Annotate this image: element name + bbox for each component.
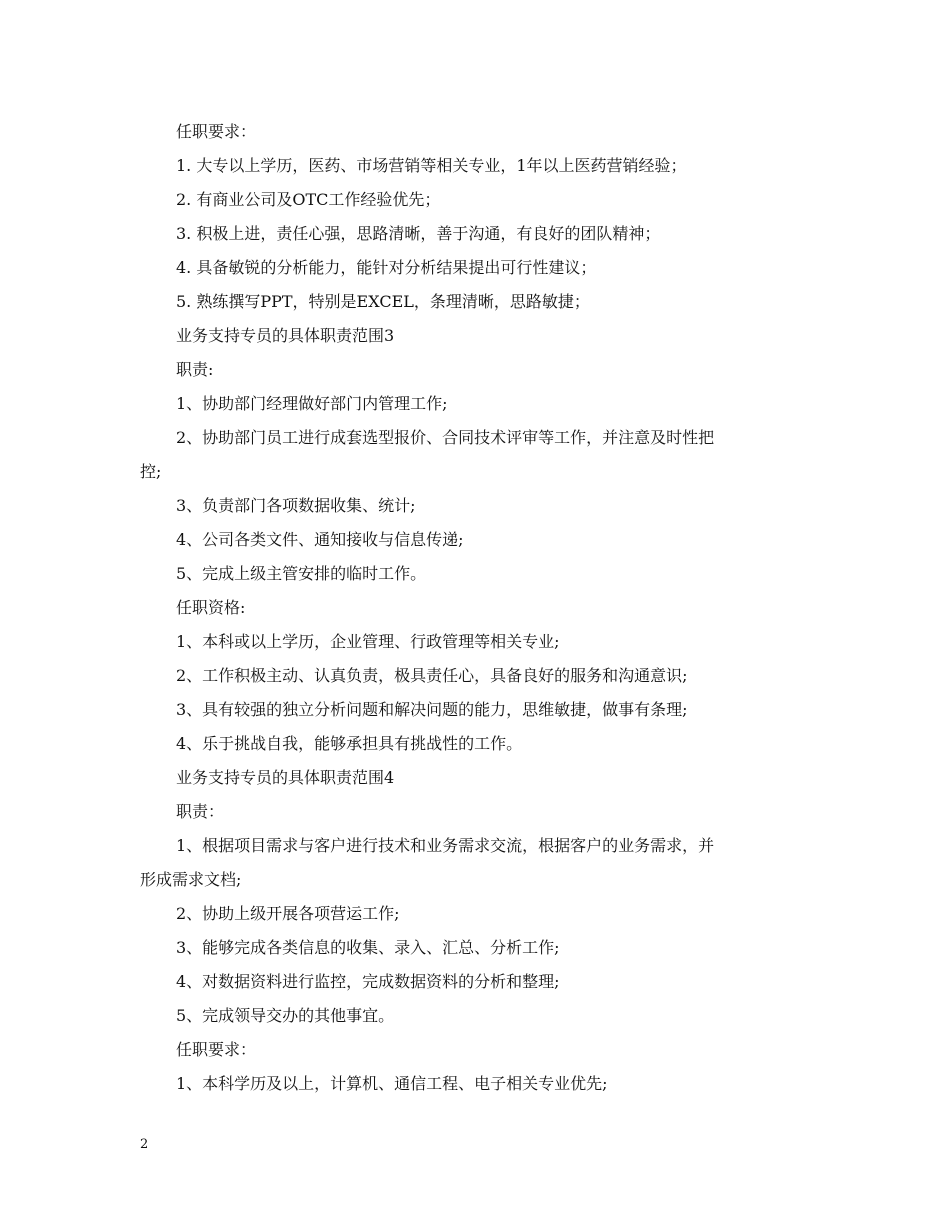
page-number: 2 xyxy=(140,1137,149,1152)
text-line: 任职要求： xyxy=(176,1040,257,1059)
text-line: 1. 大专以上学历，医药、市场营销等相关专业，1年以上医药营销经验； xyxy=(176,156,687,175)
text-line: 2、工作积极主动、认真负责，极具责任心，具备良好的服务和沟通意识; xyxy=(176,666,688,685)
text-line: 2、协助上级开展各项营运工作; xyxy=(176,904,400,923)
text-line: 2、协助部门员工进行成套选型报价、合同技术评审等工作，并注意及时性把 xyxy=(176,428,715,447)
text-line: 1、根据项目需求与客户进行技术和业务需求交流，根据客户的业务需求，并 xyxy=(176,836,715,855)
text-line: 5. 熟练撰写PPT，特别是EXCEL，条理清晰，思路敏捷； xyxy=(176,292,590,311)
text-line: 控; xyxy=(140,462,162,481)
text-line: 4. 具备敏锐的分析能力，能针对分析结果提出可行性建议； xyxy=(176,258,597,277)
text-line: 3、具有较强的独立分析问题和解决问题的能力，思维敏捷，做事有条理; xyxy=(176,700,688,719)
text-line: 3、能够完成各类信息的收集、录入、汇总、分析工作; xyxy=(176,938,560,957)
text-line: 职责: xyxy=(176,360,214,379)
text-line: 3. 积极上进，责任心强，思路清晰，善于沟通，有良好的团队精神； xyxy=(176,224,661,243)
text-line: 4、乐于挑战自我，能够承担具有挑战性的工作。 xyxy=(176,734,523,753)
text-line: 任职资格: xyxy=(176,598,246,617)
text-line: 任职要求： xyxy=(176,122,257,141)
text-line: 4、公司各类文件、通知接收与信息传递; xyxy=(176,530,464,549)
text-line: 形成需求文档; xyxy=(140,870,242,889)
text-line: 1、本科学历及以上，计算机、通信工程、电子相关专业优先; xyxy=(176,1074,608,1093)
text-line: 1、协助部门经理做好部门内管理工作; xyxy=(176,394,448,413)
text-line: 4、对数据资料进行监控，完成数据资料的分析和整理; xyxy=(176,972,560,991)
text-line: 5、完成领导交办的其他事宜。 xyxy=(176,1006,395,1025)
text-line: 3、负责部门各项数据收集、统计; xyxy=(176,496,416,515)
text-line: 业务支持专员的具体职责范围4 xyxy=(176,768,395,787)
document-body xyxy=(140,115,830,1101)
text-line: 5、完成上级主管安排的临时工作。 xyxy=(176,564,427,583)
text-line: 业务支持专员的具体职责范围3 xyxy=(176,326,395,345)
text-line: 1、本科或以上学历，企业管理、行政管理等相关专业; xyxy=(176,632,560,651)
text-line: 2. 有商业公司及OTC工作经验优先； xyxy=(176,190,441,209)
text-line: 职责： xyxy=(176,802,225,821)
